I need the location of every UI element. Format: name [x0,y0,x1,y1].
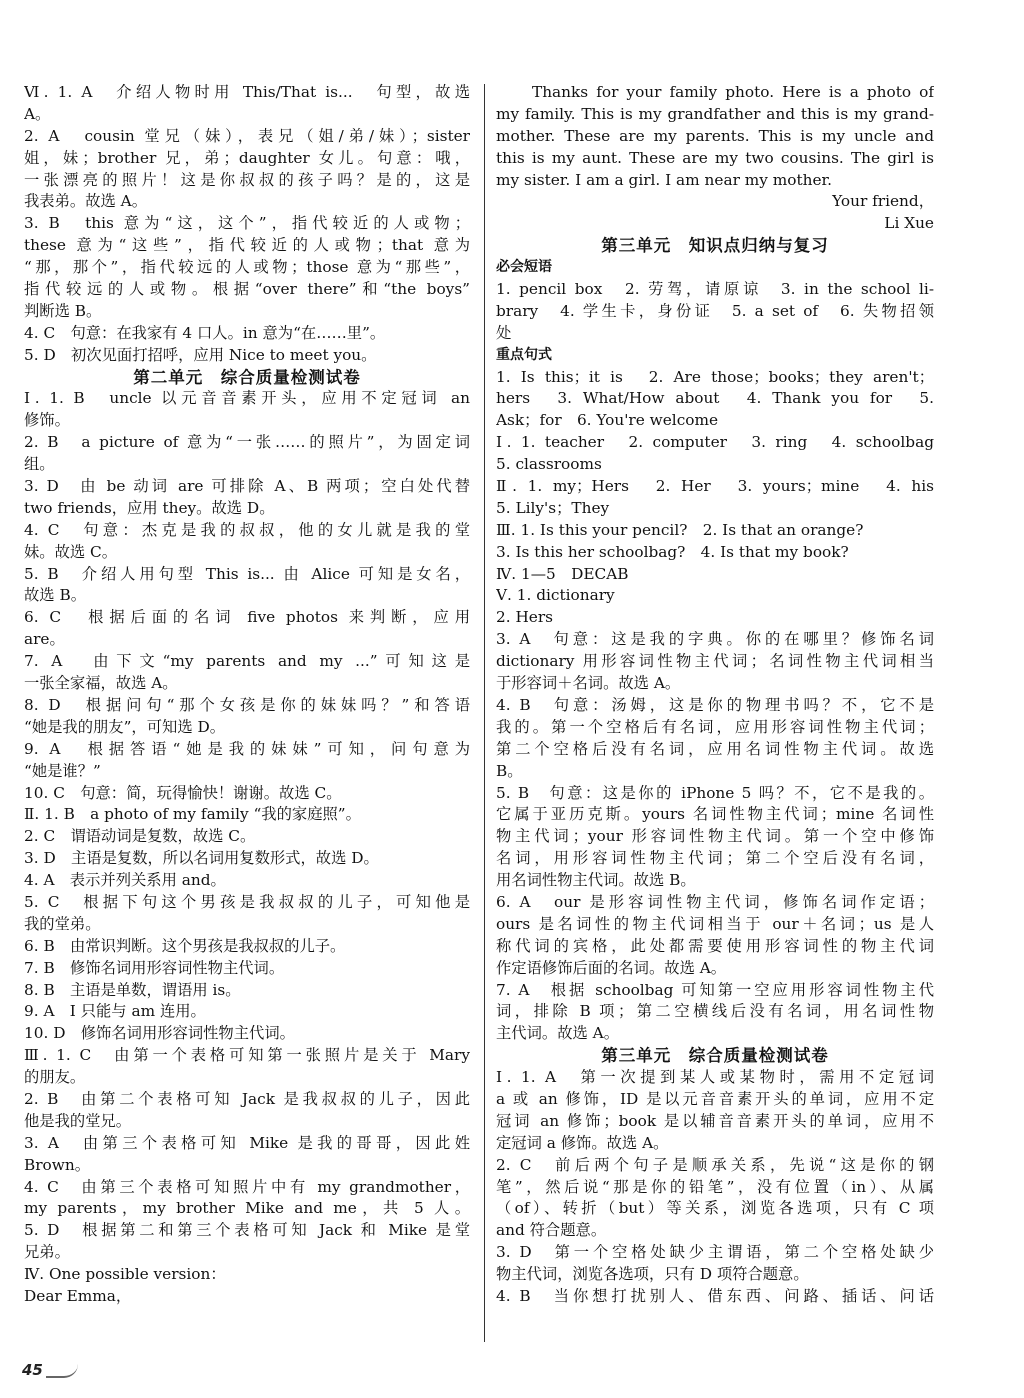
text-line: 2. C 前后两个句子是顺承关系，先说“这是你的钢 [496,1155,934,1174]
text-line: （of）、转折（but）等关系，浏览各选项，只有 C 项 [496,1199,934,1218]
text-line: 组。 [24,455,55,474]
text-line: this is my aunt. These are my two cousins. The girl is [496,148,934,167]
text-line: these 意为“这些”，指代较近的人或物；that 意为 [24,236,470,255]
text-line: 一张全家福，故选 A。 [24,674,178,693]
text-line: Ⅲ. 1. Is this your pencil? 2. Is that an orange? [496,520,864,539]
text-line: 笔”，然后说“那是你的铅笔”，没有位置（in）、从属 [496,1177,934,1196]
text-line: 物主代词，浏览各选项，只有 D 项符合题意。 [496,1265,809,1284]
text-line: 指代较远的人或物。根据“over there”和“the boys” [24,280,470,299]
text-line: 2. B 由第二个表格可知 Jack 是我叔叔的儿子，因此 [24,1089,470,1108]
text-line: 7. A 根据 schoolbag 可知第一空应用形容词性物主代 [496,980,934,999]
text-line: 主代词。故选 A。 [496,1024,619,1043]
text-line: 我的堂弟。 [24,914,101,933]
text-line: 1. pencil box 2. 劳驾，请原谅 3. in the school li- [496,280,934,299]
text-line: Dear Emma， [24,1286,132,1305]
text-line: 10. C 句意：简，玩得愉快！谢谢。故选 C。 [24,783,342,802]
text-line: a 或 an 修饰，ID 是以元音音素开头的单词，应用不定 [496,1089,934,1108]
letter-signoff: Li Xue [884,214,934,233]
letter-signoff: Your friend， [832,192,934,211]
text-line: 我的。第一个空格后有名词，应用形容词性物主代词； [496,717,934,736]
text-line: 4. B 句意：汤姆，这是你的物理书吗？不，它不是 [496,695,934,714]
text-line: 5. C 根据下句这个男孩是我叔叔的儿子，可知他是 [24,892,470,911]
text-line: 6. C 根据后面的名词 five photos 来判断，应用 [24,608,470,627]
text-line: 3. Is this her schoolbag? 4. Is that my book? [496,542,849,561]
text-line: “她是谁？” [24,761,101,780]
page-number-ornament [46,1364,78,1378]
text-line: 6. A our 是形容词性物主代词，修饰名词作定语； [496,892,934,911]
text-line: 5. D 根据第二和第三个表格可知 Jack 和 Mike 是堂 [24,1221,470,1240]
text-line: mother. These are my parents. This is my uncle and [496,126,934,145]
text-line: 4. A 表示并列关系用 and。 [24,871,226,890]
section-heading: 第二单元 综合质量检测试卷 [133,367,361,387]
text-line: 6. B 由常识判断。这个男孩是我叔叔的儿子。 [24,936,346,955]
text-line: 用名词性物主代词。故选 B。 [496,871,696,890]
text-line: 5. D 初次见面打招呼，应用 Nice to meet you。 [24,345,377,364]
text-line: 9. A I 只能与 am 连用。 [24,1002,206,1021]
text-line: “那，那个”，指代较远的人或物；those 意为“那些”， [24,258,470,277]
text-line: 妹。故选 C。 [24,542,118,561]
text-line: 8. D 根据问句“那个女孩是你的妹妹吗？”和答语 [24,695,470,714]
text-line: 4. C 由第三个表格可知照片中有 my grandmother， [24,1177,470,1196]
text-line: dictionary 用形容词性物主代词；名词性物主代词相当 [496,652,934,671]
text-line: brary 4. 学生卡，身份证 5. a set of 6. 失物招领 [496,301,934,320]
text-line: 9. A 根据答语“她是我的妹妹”可知，问句意为 [24,739,470,758]
text-line: 2. C 谓语动词是复数，故选 C。 [24,827,256,846]
text-line: 判断选 B。 [24,301,102,320]
text-line: 兄弟。 [24,1243,70,1262]
text-line: A。 [24,104,51,123]
text-line: 3. D 由 be 动词 are 可排除 A、B 两项；空白处代替 [24,477,470,496]
text-line: 2. B a picture of 意为“一张……的照片”，为固定词 [24,433,470,452]
text-line: 4. C 句意：在我家有 4 口人。in 意为“在……里”。 [24,323,386,342]
right-column [496,82,934,1308]
text-line: 处 [496,323,512,342]
text-line: are。 [24,630,65,649]
text-line: and 符合题意。 [496,1221,607,1240]
text-line: 定冠词 a 修饰。故选 A。 [496,1133,669,1152]
text-line: ours 是名词性的物主代词相当于 our＋名词；us 是人 [496,914,934,933]
text-line: 5. B 句意：这是你的 iPhone 5 吗？不，它不是我的。 [496,783,934,802]
text-line: 我表弟。故选 A。 [24,192,147,211]
text-line: 称代词的宾格，此处都需要使用形容词性的物主代词 [496,936,934,955]
text-line: hers 3. What/How about 4. Thank you for 5. [496,389,934,408]
text-line: Ⅱ. 1. B a photo of my family “我的家庭照”。 [24,805,361,824]
text-line: “她是我的朋友”，可知选 D。 [24,717,226,736]
text-line: 第二个空格后没有名词，应用名词性物主代词。故选 [496,739,934,758]
text-line: 3. B this 意为“这，这个”，指代较近的人或物； [24,214,470,233]
text-line: 3. A 句意：这是我的字典。你的在哪里？修饰名词 [496,630,934,649]
text-line: 它属于亚历克斯。yours 名词性物主代词；mine 名词性 [496,805,934,824]
text-line: my family. This is my grandfather and this is my grand- [496,104,934,123]
text-line: 5. Lily's；They [496,498,610,517]
text-line: 7. A 由下文“my parents and my ...”可知这是 [24,652,470,671]
section-heading: 第三单元 综合质量检测试卷 [601,1046,829,1066]
text-line: 于形容词＋名词。故选 A。 [496,674,681,693]
text-line: 4. C 句意：杰克是我的叔叔，他的女儿就是我的堂 [24,520,470,539]
text-line: 3. D 主语是复数，所以名词用复数形式，故选 D。 [24,849,379,868]
text-line: Ⅰ. 1. teacher 2. computer 3. ring 4. schoolbag [496,433,934,452]
text-line: 冠词 an 修饰；book 是以辅音音素开头的单词，应用不 [496,1111,934,1130]
text-line: 2. A cousin 堂兄（妹），表兄（姐/弟/妹）；sister [24,126,470,145]
text-line: Brown。 [24,1155,91,1174]
text-line: 名词，用形容词性物主代词；第二个空后没有名词， [496,849,934,868]
column-divider [484,84,485,1342]
text-line: Thanks for your family photo. Here is a photo of [532,83,934,101]
text-line: 8. B 主语是单数，谓语用 is。 [24,980,241,999]
text-line: Ⅳ. One possible version： [24,1265,226,1284]
text-line: 3. D 第一个空格处缺少主谓语，第二个空格处缺少 [496,1243,934,1262]
text-line: Ⅳ. 1—5 DECAB [496,564,629,583]
subsection-heading: 重点句式 [496,346,552,363]
text-line: B。 [496,761,523,780]
left-column [24,82,470,1308]
text-line: my parents，my brother Mike and me，共 5 人。 [24,1199,470,1218]
text-line: 2. Hers [496,608,554,627]
text-line: two friends，应用 they。故选 D。 [24,498,275,517]
text-line: 7. B 修饰名词用形容词性物主代词。 [24,958,285,977]
text-line: 他是我的堂兄。 [24,1111,132,1130]
text-line: 物主代词；your 形容词性物主代词。第一个空中修饰 [496,827,934,846]
text-line: 故选 B。 [24,586,86,605]
text-line: 姐，妹；brother 兄，弟；daughter 女儿。句意：哦， [24,148,470,167]
section-heading: 第三单元 知识点归纳与复习 [601,236,829,256]
text-line: Ⅱ. 1. my；Hers 2. Her 3. yours；mine 4. his [496,477,934,496]
text-line: my sister. I am a girl. I am near my mother. [496,170,833,189]
text-line: 修饰。 [24,411,70,430]
text-line: 作定语修饰后面的名词。故选 A。 [496,958,727,977]
text-line: Ⅵ. 1. A 介绍人物时用 This/That is... 句型，故选 [24,83,470,101]
text-line: 4. B 当你想打扰别人、借东西、问路、插话、问话 [496,1286,934,1305]
text-line: Ⅰ. 1. B uncle 以元音音素开头，应用不定冠词 an [24,389,470,408]
text-line: 的朋友。 [24,1068,86,1087]
text-line: 1. Is this；it is 2. Are those；books；they aren't； [496,367,934,386]
text-line: Ⅲ. 1. C 由第一个表格可知第一张照片是关于 Mary [24,1046,470,1065]
text-line: Ⅰ. 1. A 第一次提到某人或某物时，需用不定冠词 [496,1068,934,1087]
text-line: Ⅴ. 1. dictionary [496,586,615,605]
text-line: 词，排除 B 项；第二空横线后没有名词，用名词性物 [496,1002,934,1021]
text-line: 5. classrooms [496,455,602,474]
subsection-heading: 必会短语 [496,259,552,276]
text-line: 5. B 介绍人用句型 This is... 由 Alice 可知是女名， [24,564,470,583]
text-line: 3. A 由第三个表格可知 Mike 是我的哥哥，因此姓 [24,1133,470,1152]
text-line: 10. D 修饰名词用形容词性物主代词。 [24,1024,295,1043]
text-line: 一张漂亮的照片！这是你叔叔的孩子吗？是的，这是 [24,170,470,189]
text-line: Ask；for 6. You're welcome [496,411,719,430]
page-number: 45 [22,1361,43,1379]
